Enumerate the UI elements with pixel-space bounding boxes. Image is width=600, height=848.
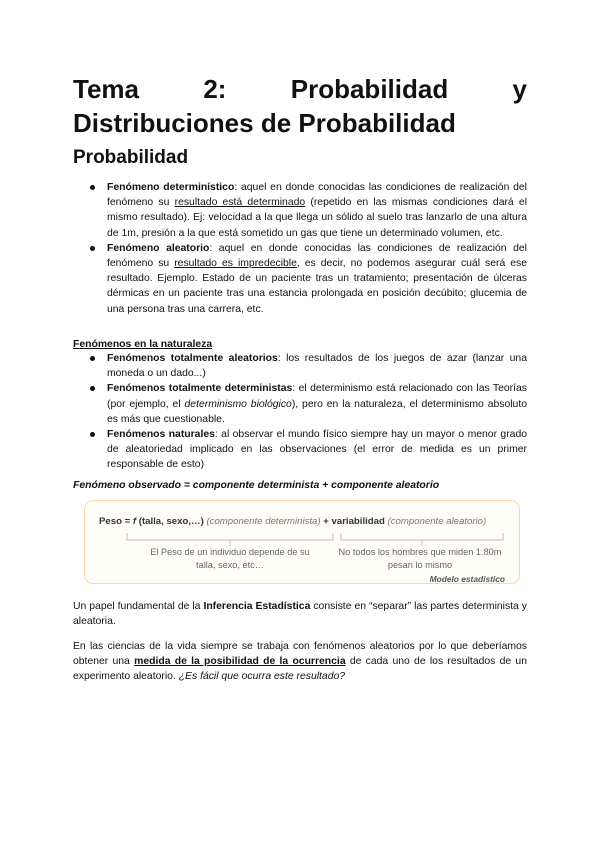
paragraph-inferencia: Un papel fundamental de la Inferencia Estadística consiste en “separar” las partes determinista y aleatoria. xyxy=(73,601,527,628)
phenomena-definitions-list xyxy=(90,180,527,317)
formula-line: Fenómeno observado = componente determinista + componente aleatorio xyxy=(73,480,440,491)
document-title-line2: Distribuciones de Probabilidad xyxy=(73,108,456,138)
model-equation: Peso = f (talla, sexo,…) (componente determinista) + variabilidad (componente aleatorio) xyxy=(99,516,487,527)
figure-caption: Modelo estadístico xyxy=(429,574,505,584)
paragraph-ciencias: En las ciencias de la vida siempre se trabaja con fenómenos aleatorios por lo que deberíamos obtener una medida de la posibilidad de la ocurrencia de cada uno de los resultados de un experimento aleatorio. ¿Es fácil que ocurra este resultado? xyxy=(73,641,527,683)
document-title-line1: Tema 2: Probabilidad y xyxy=(73,74,527,104)
section-title: Probabilidad xyxy=(73,147,189,168)
list-item: Fenómeno determinístico: aquel en donde conocidas las condiciones de realización del fenómeno su resultado está determinado (repetido en las mismas condiciones dará el mismo resultado). Ej: velocidad a la que llega un sólido al suelo tras lanzarlo de una altura de 1m, presión a la que está sometido un gas que tiene un determinado volumen, etc. xyxy=(90,180,527,241)
nature-phenomena-list xyxy=(90,351,527,473)
list-item: Fenómenos totalmente aleatorios: los resultados de los juegos de azar (lanzar una moneda o un dado...) xyxy=(90,351,527,381)
list-item: Fenómeno aleatorio: aquel en donde conocidas las condiciones de realización del fenómeno su resultado es impredecible, es decir, no podemos asegurar cuál será ese resultado. Ejemplo. Estado de un paciente tras un tratamiento; presentación de úlceras dérmicas en un paciente tras una estancia prolongada en posición decúbito; glucemia de una persona tras una carrera, etc. xyxy=(90,241,527,317)
list-item: Fenómenos totalmente deterministas: el determinismo está relacionado con las Teorías (por ejemplo, el determinismo biológico), pero en la naturaleza, el determinismo absoluto es más que cuestionable. xyxy=(90,381,527,427)
subheading: Fenómenos en la naturaleza xyxy=(73,339,213,350)
figure-note-right: No todos los hombres que miden 1.80m pesan lo mismo xyxy=(338,547,502,570)
list-item: Fenómenos naturales: al observar el mundo físico siempre hay un mayor o menor grado de aleatoriedad implicado en las observaciones (el error de medida es un primer responsable de esto) xyxy=(90,427,527,473)
statistical-model-figure xyxy=(84,500,520,584)
figure-note-left: El Peso de un individuo depende de su talla, sexo, etc… xyxy=(150,547,310,570)
